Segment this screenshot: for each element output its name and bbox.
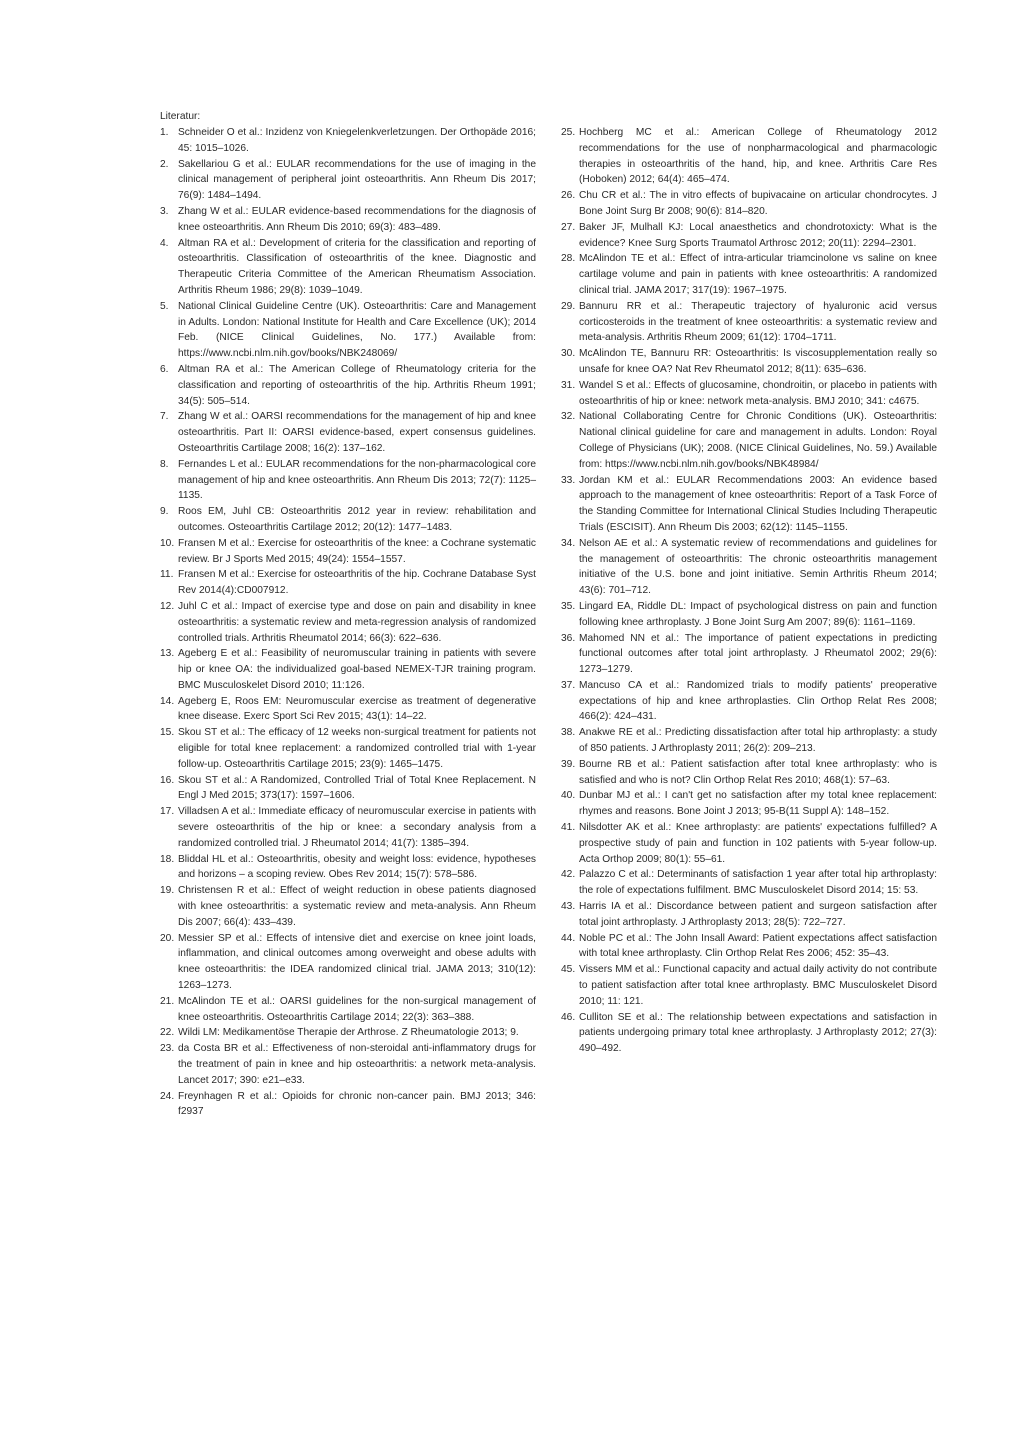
reference-number: 12.	[160, 600, 175, 612]
reference-text: Wandel S et al.: Effects of glucosamine, chondroitin, or placebo in patients with osteoarthritis of hip or knee: network meta-analysis. BMJ 2010; 341: c4675.	[579, 379, 937, 407]
reference-item	[561, 867, 937, 899]
reference-item	[561, 220, 937, 252]
reference-number: 35.	[561, 600, 576, 612]
reference-text: Wildi LM: Medikamentöse Therapie der Arthrose. Z Rheumatologie 2013; 9.	[178, 1027, 519, 1039]
reference-number: 4.	[160, 237, 169, 249]
reference-text: Bannuru RR et al.: Therapeutic trajectory of hyaluronic acid versus corticosteroids in the treatment of knee osteoarthritis: a systematic review and meta-analysis. Arthritis Rheum 2009; 61(12): 1704–1711.	[579, 300, 937, 344]
reference-number: 2.	[160, 158, 169, 170]
reference-number: 29.	[561, 300, 576, 312]
reference-number: 16.	[160, 774, 175, 786]
reference-text: McAlindon TE et al.: OARSI guidelines for the non-surgical management of knee osteoarthritis. Osteoarthritis Cartilage 2014; 22(3): 363–388.	[178, 995, 536, 1023]
reference-item	[561, 631, 937, 678]
reference-text: Mahomed NN et al.: The importance of patient expectations in predicting functional outcomes after total joint arthroplasty. J Rheumatol 2002; 29(6): 1273–1279.	[579, 632, 937, 676]
reference-text: Skou ST et al.: The efficacy of 12 weeks non-surgical treatment for patients not eligible for total knee replacement: a randomized controlled trial with 1-year follow-up. Osteoarthritis Cartilage 2015; 23(9): 1465–1475.	[178, 727, 536, 770]
reference-number: 32.	[561, 411, 576, 423]
reference-item	[561, 188, 937, 220]
reference-item	[160, 994, 536, 1026]
reference-text: McAlindon TE, Bannuru RR: Osteoarthritis: Is viscosupplementation really so unsafe for knee OA? Nat Rev Rheumatol 2012; 8(11): 635–636.	[579, 348, 937, 375]
reference-text: Zhang W et al.: OARSI recommendations for the management of hip and knee osteoarthritis. Part II: OARSI evidence-based, expert consensus guidelines. Osteoarthritis Cartilage 2008; 16(2): 137–162.	[178, 411, 536, 454]
reference-item	[160, 804, 536, 851]
reference-item	[561, 820, 937, 867]
reference-item	[160, 204, 536, 236]
reference-item	[160, 852, 536, 884]
reference-item	[561, 725, 937, 757]
reference-number: 17.	[160, 806, 175, 818]
reference-number: 9.	[160, 506, 169, 518]
reference-number: 1.	[160, 127, 169, 138]
reference-text: Lingard EA, Riddle DL: Impact of psychological distress on pain and function following knee arthroplasty. J Bone Joint Surg Am 2007; 89(6): 1161–1169.	[579, 600, 937, 628]
reference-text: Villadsen A et al.: Immediate efficacy of neuromuscular exercise in patients with severe osteoarthritis of the hip or knee: a secondary analysis from a randomized controlled trial. J Rheumatol 2014; 41(7): 1385–394.	[178, 806, 536, 849]
reference-item	[561, 788, 937, 820]
reference-text: Altman RA et al.: The American College of Rheumatology criteria for the classification and reporting of osteoarthritis of the hip. Arthritis Rheum 1991; 34(5): 505–514.	[178, 363, 536, 407]
reference-text: da Costa BR et al.: Effectiveness of non-steroidal anti-inflammatory drugs for the treatment of pain in knee and hip osteoarthritis: a network meta-analysis. Lancet 2017; 390: e21–e33.	[178, 1043, 536, 1086]
reference-number: 23.	[160, 1043, 175, 1055]
reference-item	[160, 362, 536, 409]
reference-text: Nilsdotter AK et al.: Knee arthroplasty: are patients' expectations fulfilled? A prospective study of pain and function in 102 patients with 5-year follow-up. Acta Orthop 2009; 80(1): 55–61.	[579, 822, 937, 865]
reference-item	[160, 883, 536, 930]
reference-item	[561, 409, 937, 472]
reference-text: Messier SP et al.: Effects of intensive diet and exercise on knee joint loads, inflammation, and clinical outcomes among overweight and obese adults with knee osteoarthritis: the IDEA randomized clinical trial. JAMA 2013; 310(12): 1263–1273.	[178, 932, 536, 992]
reference-number: 42.	[561, 869, 576, 881]
reference-text: Roos EM, Juhl CB: Osteoarthritis 2012 year in review: rehabilitation and outcomes. Osteoarthritis Cartilage 2012; 20(12): 1477–1483.	[178, 506, 536, 533]
reference-text: Jordan KM et al.: EULAR Recommendations 2003: An evidence based approach to the management of knee osteoarthritis: Report of a Task Force of the Standing Committee for International Clinical Studies Including Therapeutic Trials (ESCISIT). Ann Rheum Dis 2003; 62(12): 1145–1155.	[579, 474, 937, 533]
reference-text: National Clinical Guideline Centre (UK). Osteoarthritis: Care and Management in Adults. London: National Institute for Health and Care Excellence (UK); 2014 Feb. (NICE Clinical Guidelines, No. 177.) Available from: https://www.ncbi.nlm.nih.gov/books/NBK248069/	[178, 300, 536, 360]
reference-text: Hochberg MC et al.: American College of Rheumatology 2012 recommendations for the use of nonpharmacological and pharmacologic therapies in osteoarthritis of the hand, hip, and knee. Arthritis Care Res (Hoboken) 2012; 64(4): 465–474.	[579, 127, 937, 186]
reference-text: Culliton SE et al.: The relationship between expectations and satisfaction in patients undergoing primary total knee arthroplasty. J Arthroplasty 2012; 27(3): 490–492.	[579, 1011, 937, 1055]
reference-item	[160, 1089, 536, 1121]
reference-item	[160, 125, 536, 157]
reference-text: Palazzo C et al.: Determinants of satisfaction 1 year after total hip arthroplasty: the role of expectations fulfilment. BMC Musculoskelet Disord 2014; 15: 53.	[579, 869, 937, 897]
reference-item	[160, 1041, 536, 1088]
reference-item	[160, 567, 536, 599]
reference-text: Fransen M et al.: Exercise for osteoarthritis of the hip. Cochrane Database Syst Rev 2014(4):CD007912.	[178, 569, 536, 597]
reference-number: 3.	[160, 205, 169, 217]
reference-number: 41.	[561, 822, 576, 834]
reference-number: 37.	[561, 679, 576, 691]
reference-text: Schneider O et al.: Inzidenz von Kniegelenkverletzungen. Der Orthopäde 2016; 45: 1015–1026.	[178, 127, 536, 154]
reference-item	[160, 536, 536, 568]
reference-item	[561, 931, 937, 963]
reference-item	[160, 457, 536, 504]
reference-item	[561, 346, 937, 378]
reference-text: Ageberg E et al.: Feasibility of neuromuscular training in patients with severe hip or knee OA: the individualized goal-based NEMEX-TJR training program. BMC Musculoskelet Disord 2010; 11:126.	[178, 648, 536, 691]
reference-text: McAlindon TE et al.: Effect of intra-articular triamcinolone vs saline on knee cartilage volume and pain in patients with knee osteoarthritis: A randomized clinical trial. JAMA 2017; 317(19): 1967–1975.	[579, 253, 937, 296]
reference-item	[160, 725, 536, 772]
reference-item	[160, 694, 536, 726]
reference-number: 15.	[160, 727, 175, 739]
reference-number: 28.	[561, 253, 576, 265]
reference-number: 19.	[160, 885, 175, 897]
reference-item	[561, 757, 937, 789]
reference-item	[160, 599, 536, 646]
reference-item	[561, 125, 937, 188]
reference-text: Skou ST et al.: A Randomized, Controlled Trial of Total Knee Replacement. N Engl J Med 2015; 373(17): 1597–1606.	[178, 774, 536, 802]
reference-number: 22.	[160, 1027, 175, 1039]
reference-text: Ageberg E, Roos EM: Neuromuscular exercise as treatment of degenerative knee disease. Exerc Sport Sci Rev 2015; 43(1): 14–22.	[178, 695, 536, 723]
reference-number: 20.	[160, 932, 175, 944]
reference-number: 44.	[561, 932, 576, 944]
references-heading: Literatur:	[160, 111, 201, 122]
reference-item	[561, 378, 937, 410]
reference-text: Bliddal HL et al.: Osteoarthritis, obesity and weight loss: evidence, hypotheses and horizons – a scoping review. Obes Rev 2014; 15(7): 578–586.	[178, 853, 536, 881]
reference-text: Fransen M et al.: Exercise for osteoarthritis of the knee: a Cochrane systematic review. Br J Sports Med 2015; 49(24): 1554–1557.	[178, 537, 536, 565]
reference-item	[160, 157, 536, 204]
reference-text: Anakwe RE et al.: Predicting dissatisfaction after total hip arthroplasty: a study of 850 patients. J Arthroplasty 2011; 26(2): 209–213.	[579, 727, 937, 755]
reference-item	[561, 536, 937, 599]
reference-text: Vissers MM et al.: Functional capacity and actual daily activity do not contribute to patient satisfaction after total knee arthroplasty. BMC Musculoskelet Disord 2010; 11: 121.	[579, 964, 937, 1007]
reference-item	[561, 599, 937, 631]
reference-number: 46.	[561, 1011, 576, 1023]
reference-text: Juhl C et al.: Impact of exercise type and dose on pain and disability in knee osteoarthritis: a systematic review and meta-regression analysis of randomized controlled trials. Arthritis Rheumatol 2014; 66(3): 622–636.	[178, 600, 536, 644]
reference-text: Chu CR et al.: The in vitro effects of bupivacaine on articular chondrocytes. J Bone Joint Surg Br 2008; 90(6): 814–820.	[579, 190, 937, 217]
reference-number: 14.	[160, 695, 175, 707]
reference-item	[160, 236, 536, 299]
reference-item	[561, 251, 937, 298]
reference-text: Noble PC et al.: The John Insall Award: Patient expectations affect satisfaction with total knee arthroplasty. Clin Orthop Relat Res 2006; 452: 35–43.	[579, 932, 937, 960]
reference-number: 18.	[160, 853, 175, 865]
reference-number: 13.	[160, 648, 175, 660]
references-column-right	[561, 125, 937, 1057]
reference-number: 33.	[561, 474, 576, 486]
reference-item	[160, 409, 536, 456]
reference-item	[561, 1010, 937, 1057]
reference-number: 40.	[561, 790, 576, 802]
reference-text: Sakellariou G et al.: EULAR recommendations for the use of imaging in the clinical management of peripheral joint osteoarthritis. Ann Rheum Dis 2017; 76(9): 1484–1494.	[178, 158, 536, 202]
reference-item	[160, 1025, 536, 1041]
reference-number: 27.	[561, 221, 576, 233]
reference-number: 30.	[561, 348, 576, 360]
reference-item	[160, 504, 536, 536]
reference-text: Christensen R et al.: Effect of weight reduction in obese patients diagnosed with knee osteoarthritis: a systematic review and meta-analysis. Ann Rheum Dis 2007; 66(4): 433–439.	[178, 885, 536, 928]
reference-number: 7.	[160, 411, 169, 423]
reference-number: 25.	[561, 127, 576, 138]
reference-text: Freynhagen R et al.: Opioids for chronic non-cancer pain. BMJ 2013; 346: f2937	[178, 1090, 536, 1118]
reference-number: 31.	[561, 379, 576, 391]
reference-text: Zhang W et al.: EULAR evidence-based recommendations for the diagnosis of knee osteoarthritis. Ann Rheum Dis 2010; 69(3): 483–489.	[178, 205, 536, 233]
reference-text: National Collaborating Centre for Chronic Conditions (UK). Osteoarthritis: National clinical guideline for care and management in adults. London: Royal College of Physicians (UK); 2008. (NICE Clinical Guidelines, No. 59.) Available from: https://www.ncbi.nlm.nih.gov/books/NBK48984/	[579, 411, 937, 470]
reference-number: 10.	[160, 537, 175, 549]
reference-text: Dunbar MJ et al.: I can't get no satisfaction after my total knee replacement: rhymes and reasons. Bone Joint J 2013; 95-B(11 Suppl A): 148–152.	[579, 790, 937, 818]
reference-text: Altman RA et al.: Development of criteria for the classification and reporting of osteoarthritis. Classification of osteoarthritis of the knee. Diagnostic and Therapeutic Criteria Committee of the American Rheumatism Association. Arthritis Rheum 1986; 29(8): 1039–1049.	[178, 237, 536, 296]
reference-list-right	[561, 125, 937, 1057]
reference-text: Mancuso CA et al.: Randomized trials to modify patients' preoperative expectations of hip and knee arthroplasties. Clin Orthop Relat Res 2008; 466(2): 424–431.	[579, 679, 937, 723]
reference-number: 45.	[561, 964, 576, 976]
reference-text: Fernandes L et al.: EULAR recommendations for the non-pharmacological core management of hip and knee osteoarthritis. Ann Rheum Dis 2013; 72(7): 1125–1135.	[178, 458, 536, 502]
reference-text: Baker JF, Mulhall KJ: Local anaesthetics and chondrotoxicty: What is the evidence? Knee Surg Sports Traumatol Arthrosc 2012; 20(11): 2294–2301.	[579, 221, 937, 249]
reference-item	[160, 773, 536, 805]
reference-text: Bourne RB et al.: Patient satisfaction after total knee arthroplasty: who is satisfied and who is not? Clin Orthop Relat Res 2010; 468(1): 57–63.	[579, 758, 937, 786]
reference-number: 34.	[561, 537, 576, 549]
reference-number: 43.	[561, 901, 576, 913]
reference-item	[561, 678, 937, 725]
reference-item	[561, 473, 937, 536]
reference-number: 39.	[561, 758, 576, 770]
reference-number: 6.	[160, 363, 169, 375]
reference-item	[561, 299, 937, 346]
reference-number: 24.	[160, 1090, 175, 1102]
reference-number: 8.	[160, 458, 169, 470]
reference-number: 11.	[160, 569, 174, 581]
reference-item	[561, 962, 937, 1009]
reference-item	[561, 899, 937, 931]
reference-text: Nelson AE et al.: A systematic review of recommendations and guidelines for the management of osteoarthritis: The chronic osteoarthritis management initiative of the U.S. bone and joint initiative. Semin Arthritis Rheum 2014; 43(6): 701–712.	[579, 537, 937, 597]
reference-text: Harris IA et al.: Discordance between patient and surgeon satisfaction after total joint arthroplasty. J Arthroplasty 2013; 28(5): 722–727.	[579, 901, 937, 928]
reference-item	[160, 931, 536, 994]
reference-item	[160, 299, 536, 362]
reference-list-left	[160, 125, 536, 1120]
reference-number: 21.	[160, 995, 175, 1007]
references-column-left	[160, 125, 536, 1120]
reference-number: 38.	[561, 727, 576, 739]
reference-number: 5.	[160, 300, 169, 312]
reference-number: 26.	[561, 190, 576, 202]
reference-number: 36.	[561, 632, 576, 644]
reference-item	[160, 646, 536, 693]
